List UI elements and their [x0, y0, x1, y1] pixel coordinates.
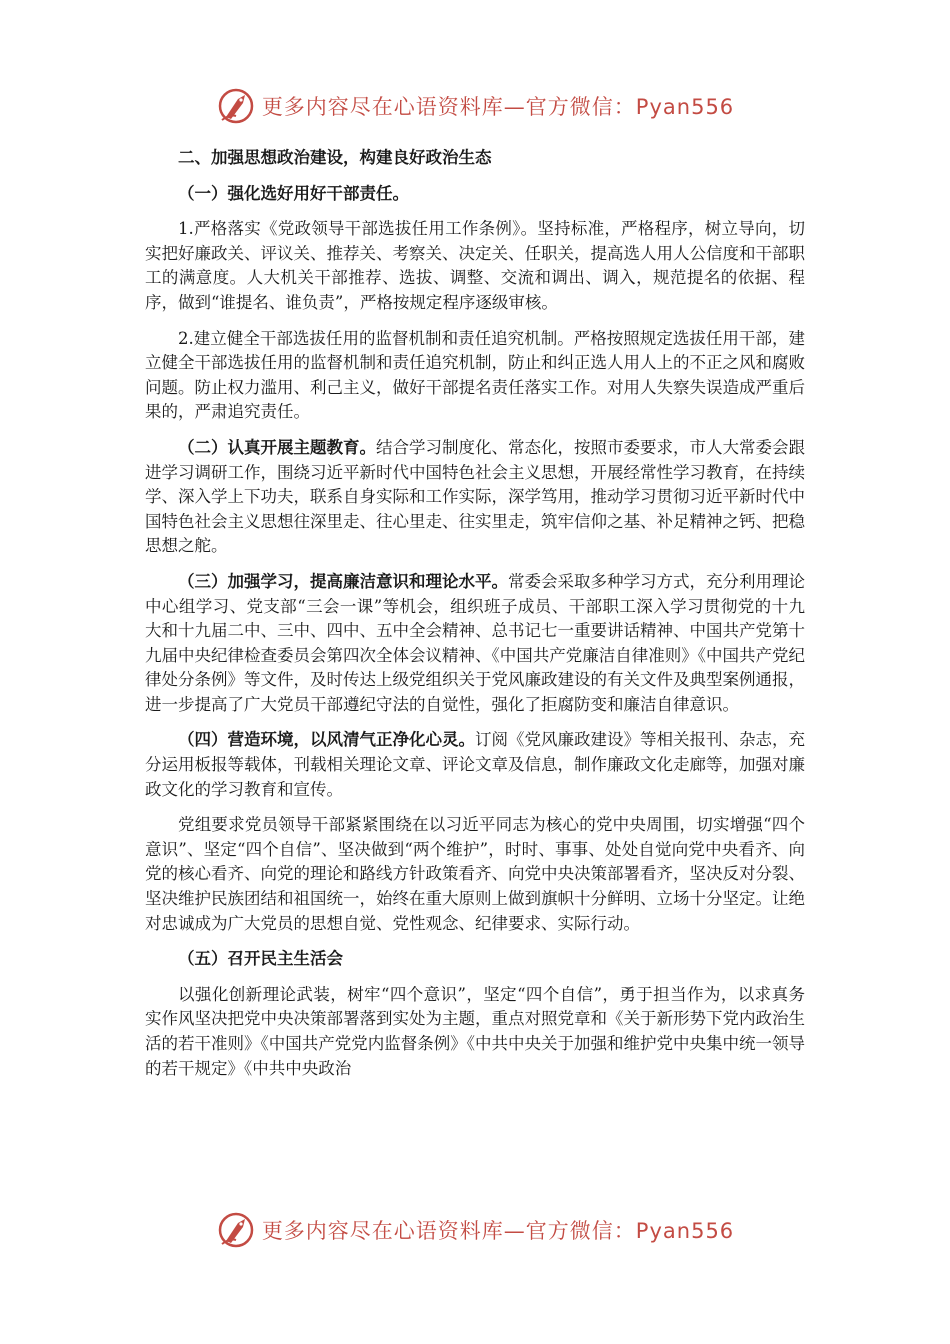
pen-nib-logo-icon [216, 1210, 256, 1250]
subsection-2 [145, 436, 805, 559]
party-paragraph: 党组要求党员领导干部紧紧围绕在以习近平同志为核心的党中央周围，切实增强“四个意识”、坚定“四个自信”、坚决做到“两个维护”，时时、事事、处处自觉向党中央看齐、向党的核心看齐、向党的理论和路线方针政策看齐、向党中央决策部署看齐，坚决反对分裂、坚决维护民族团结和祖国统一，始终在重大原则上做到旗帜十分鲜明、立场十分坚定。让绝对忠诚成为广大党员的思想自觉、党性观念、纪律要求、实际行动。 [145, 815, 805, 933]
subsection-4 [145, 728, 805, 802]
subsection-3 [145, 570, 805, 718]
document-body [145, 146, 805, 1092]
subsection-4-heading: （四）营造环境，以风清气正净化心灵。 [178, 730, 475, 750]
subsection-5-heading: （五）召开民主生活会 [178, 949, 343, 969]
subsection-2-heading: （二）认真开展主题教育。 [178, 437, 376, 457]
header-watermark [0, 86, 950, 126]
watermark-text: 更多内容尽在心语资料库—官方微信：Pyan556 [261, 1219, 735, 1243]
subsection-3-heading: （三）加强学习，提高廉洁意识和理论水平。 [178, 571, 508, 591]
paragraph-1: 1.严格落实《党政领导干部选拔任用工作条例》。坚持标准，严格程序，树立导向，切实把好廉政关、评议关、推荐关、考察关、决定关、任职关，提高选人用人公信度和干部职工的满意度。人大机关干部推荐、选拔、调整、交流和调出、调入，规范提名的依据、程序，做到“谁提名、谁负责”，严格按规定程序逐级审核。 [145, 219, 805, 312]
subsection-5-body: 以强化创新理论武装，树牢“四个意识”，坚定“四个自信”，勇于担当作为，以求真务实作风坚决把党中央决策部署落到实处为主题，重点对照党章和《关于新形势下党内政治生活的若干准则》《中国共产党党内监督条例》《中共中央关于加强和维护党中央集中统一领导的若干规定》《中共中央政治 [145, 984, 805, 1078]
pen-nib-logo-icon [216, 86, 256, 126]
subsection-1-heading: （一）强化选好用好干部责任。 [178, 183, 409, 203]
watermark-text: 更多内容尽在心语资料库—官方微信：Pyan556 [261, 95, 735, 119]
paragraph-2: 2.建立健全干部选拔任用的监督机制和责任追究机制。严格按照规定选拔任用干部，建立健全干部选拔任用的监督机制和责任追究机制，防止和纠正选人用人上的不正之风和腐败问题。防止权力滥用、利己主义，做好干部提名责任落实工作。对用人失察失误造成严重后果的，严肃追究责任。 [145, 328, 805, 422]
subsection-2-body: 结合学习制度化、常态化，按照市委要求，市人大常委会跟进学习调研工作，围绕习近平新时代中国特色社会主义思想，开展经常性学习教育，在持续学、深入学上下功夫，联系自身实际和工作实际，深学笃用，推动学习贯彻习近平新时代中国特色社会主义思想往深里走、往心里走、往实里走，筑牢信仰之基、补足精神之钙、把稳思想之舵。 [145, 437, 805, 556]
subsection-3-body: 常委会采取多种学习方式，充分利用理论中心组学习、党支部“三会一课”等机会，组织班子成员、干部职工深入学习贯彻党的十九大和十九届二中、三中、四中、五中全会精神、总书记七一重要讲话精神、中国共产党第十九届中央纪律检查委员会第四次全体会议精神、《中国共产党廉洁自律准则》《中国共产党纪律处分条例》等文件，及时传达上级党组织关于党风廉政建设的有关文件及典型案例通报，进一步提高了广大党员干部遵纪守法的自觉性，强化了拒腐防变和廉洁自律意识。 [145, 571, 805, 714]
subsection-4-body: 订阅《党风廉政建设》等相关报刊、杂志，充分运用板报等载体，刊载相关理论文章、评论文章及信息，制作廉政文化走廊等，加强对廉政文化的学习教育和宣传。 [145, 730, 805, 799]
section-heading: 二、加强思想政治建设，构建良好政治生态 [178, 148, 492, 167]
footer-watermark [0, 1210, 950, 1250]
